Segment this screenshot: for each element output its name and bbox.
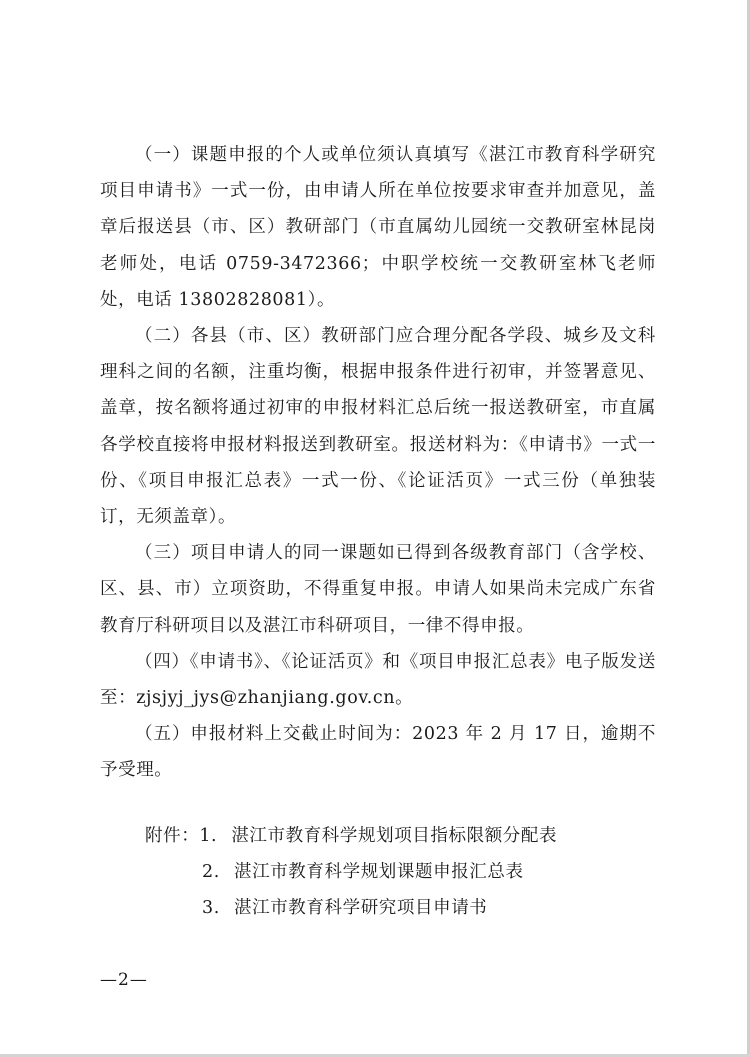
paragraph-5: （五）申报材料上交截止时间为：2023 年 2 月 17 日，逾期不予受理。 (100, 724, 656, 781)
paragraph-2: （二）各县（市、区）教研部门应合理分配各学段、城乡及文科理科之间的名额，注重均衡，根据申报条件进行初审，并签署意见、盖章，按名额将通过初审的申报材料汇总后统一报送教研室，市直属各学校直接将申报材料报送到教研室。报送材料为：《申请书》一式一份、《项目申报汇总表》一式一份、《论证活页》一式三份（单独装订，无须盖章）。 (100, 326, 656, 528)
document-body (100, 137, 656, 789)
attachments-list (145, 818, 557, 926)
attachment-item (145, 854, 557, 890)
paragraph-4: （四）《申请书》、《论证活页》和《项目申报汇总表》电子版发送至：zjsjyj_jys@zhanjiang.gov.cn。 (100, 651, 656, 709)
attachment-number: 1. (199, 826, 218, 846)
attachment-title: 湛江市教育科学研究项目申请书 (234, 898, 488, 918)
attachments-label: 附件： (145, 826, 200, 846)
attachment-title: 湛江市教育科学规划课题申报汇总表 (234, 862, 524, 882)
page-number: —2— (100, 970, 148, 990)
attachment-number: 2. (202, 862, 220, 882)
attachment-item (145, 890, 557, 926)
attachment-number: 3. (202, 898, 220, 918)
attachment-title: 湛江市教育科学规划项目指标限额分配表 (231, 826, 558, 846)
paragraph-3: （三）项目申请人的同一课题如已得到各级教育部门（含学校、区、县、市）立项资助，不得重复申报。申请人如果尚未完成广东省教育厅科研项目以及湛江市科研项目，一律不得申报。 (100, 543, 656, 636)
attachment-item (145, 818, 557, 854)
paragraph-1: （一）课题申报的个人或单位须认真填写《湛江市教育科学研究项目申请书》一式一份，由申请人所在单位按要求审查并加意见，盖章后报送县（市、区）教研部门（市直属幼儿园统一交教研室林昆岗老师处，电话 0759-3472366；中职学校统一交教研室林飞老师处，电话 13802828081）。 (100, 145, 656, 310)
